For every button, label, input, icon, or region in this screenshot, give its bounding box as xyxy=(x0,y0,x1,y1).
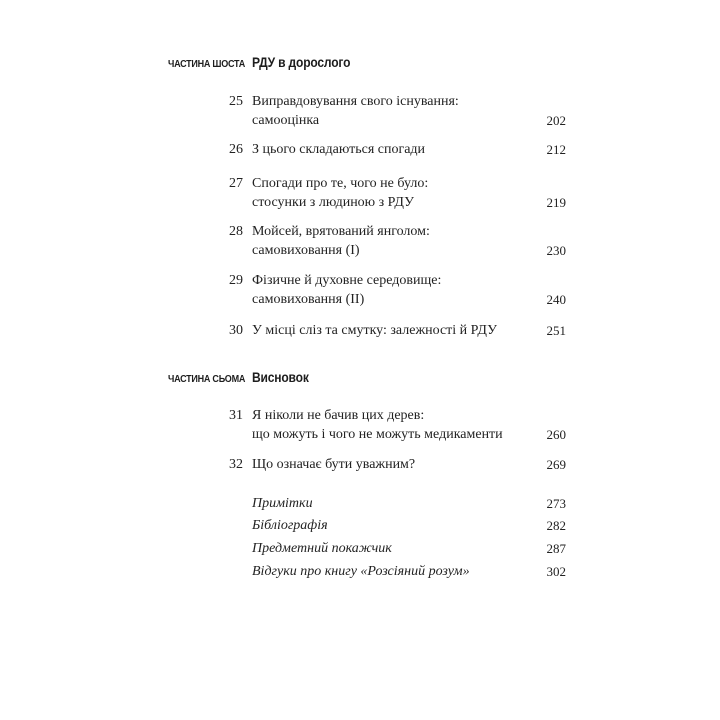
chapter-title xyxy=(252,140,528,159)
toc-entry-30 xyxy=(218,321,566,340)
chapter-title xyxy=(252,222,528,260)
page-number: 260 xyxy=(546,427,566,442)
toc-entry-28 xyxy=(218,222,566,260)
chapter-title-line: самооцінка xyxy=(252,113,320,128)
chapter-title-line: що можуть і чого не можуть медикаменти xyxy=(252,427,503,442)
chapter-title-line: Виправдовування свого існування: xyxy=(252,94,459,109)
chapter-number: 28 xyxy=(229,224,243,239)
toc-entry-27 xyxy=(218,174,566,212)
chapter-title-line: З цього складаються спогади xyxy=(252,142,426,157)
toc-entry-31 xyxy=(218,406,566,444)
chapter-number: 29 xyxy=(229,273,243,288)
page-number: 287 xyxy=(546,541,566,556)
page-number: 240 xyxy=(546,292,566,307)
back-matter-title: Предметний покажчик xyxy=(252,541,392,556)
toc-entry-29 xyxy=(218,271,566,309)
back-matter-notes xyxy=(252,494,566,513)
back-matter-index xyxy=(252,539,566,558)
toc-entry-25 xyxy=(218,92,566,130)
chapter-number: 25 xyxy=(229,94,243,109)
toc-entry-26 xyxy=(218,140,566,159)
chapter-number: 30 xyxy=(229,323,243,338)
page-number: 282 xyxy=(546,518,566,533)
page-number: 302 xyxy=(546,564,566,579)
chapter-number: 32 xyxy=(229,457,243,472)
chapter-title xyxy=(252,92,528,130)
back-matter-title: Примітки xyxy=(252,496,313,511)
part-six-heading xyxy=(168,54,366,70)
chapter-title-line: Спогади про те, чого не було: xyxy=(252,176,429,191)
chapter-title-line: Фізичне й духовне середовище: xyxy=(252,273,442,288)
page-number: 202 xyxy=(546,113,566,128)
chapter-number: 26 xyxy=(229,142,243,157)
page-number: 219 xyxy=(546,195,566,210)
chapter-title-line: стосунки з людиною з РДУ xyxy=(252,195,415,210)
chapter-title-line: Що означає бути уважним? xyxy=(252,457,416,472)
chapter-number: 27 xyxy=(229,176,243,191)
toc-entry-32 xyxy=(218,455,566,474)
chapter-title xyxy=(252,174,528,212)
chapter-title xyxy=(252,321,528,340)
part-seven-heading xyxy=(168,369,318,385)
chapter-title-line: самовиховання (І) xyxy=(252,243,360,258)
chapter-number: 31 xyxy=(229,408,243,423)
chapter-title-line: Мойсей, врятований янголом: xyxy=(252,224,430,239)
back-matter-bibliography xyxy=(252,516,566,535)
back-matter-title: Бібліографія xyxy=(252,518,328,533)
page-number: 212 xyxy=(546,142,566,157)
back-matter-reviews xyxy=(252,562,566,581)
page-number: 251 xyxy=(546,323,566,338)
page-number: 273 xyxy=(546,496,566,511)
chapter-title xyxy=(252,406,528,444)
part-label: ЧАСТИНА ШОСТА xyxy=(168,58,246,70)
page-number: 269 xyxy=(546,457,566,472)
chapter-title xyxy=(252,271,528,309)
chapter-title xyxy=(252,455,528,474)
chapter-title-line: Я ніколи не бачив цих дерев: xyxy=(252,408,425,423)
chapter-title-line: У місці сліз та смутку: залежності й РДУ xyxy=(252,323,498,338)
part-title: Висновок xyxy=(252,369,309,385)
part-label: ЧАСТИНА СЬОМА xyxy=(168,373,246,385)
part-title: РДУ в дорослого xyxy=(252,54,351,70)
chapter-title-line: самовиховання (ІІ) xyxy=(252,292,365,307)
back-matter-title: Відгуки про книгу «Розсіяний розум» xyxy=(252,564,470,579)
page-number: 230 xyxy=(546,243,566,258)
